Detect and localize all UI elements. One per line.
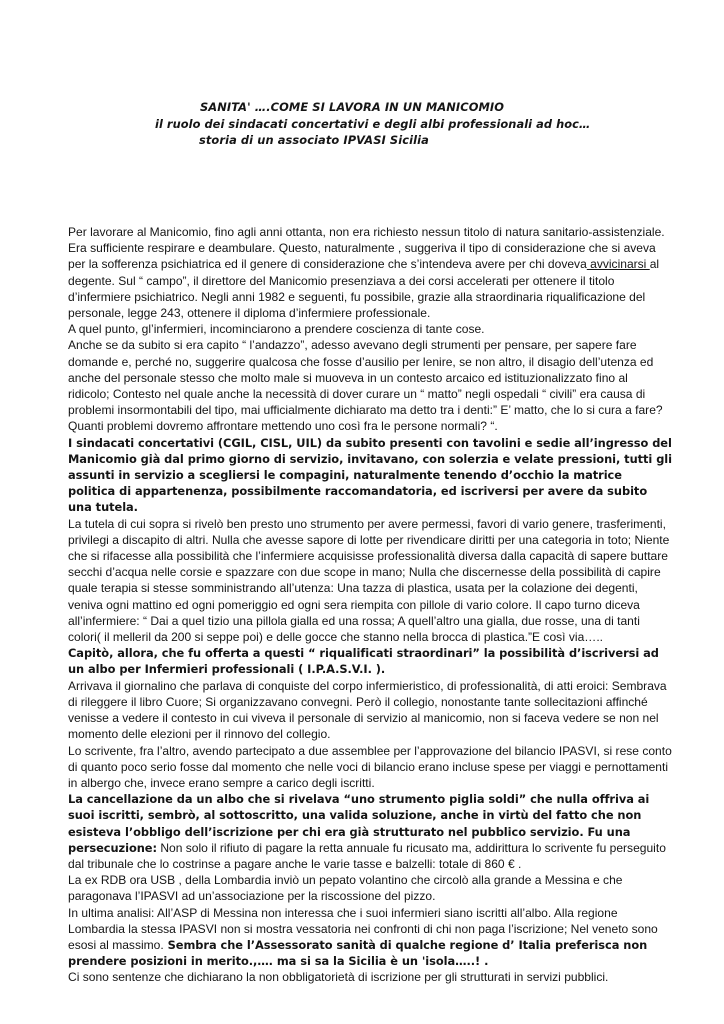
paragraph-10: La ex RDB ora USB , della Lombardia inviò un pepato volantino che circolò alla grande a Messina e che paragonava l’IPASVI ad un’associazione per la riscossione del pizzo. [68, 873, 623, 904]
paragraph-9-text: Non solo il rifiuto di pagare la retta annuale fu ricusato ma, addirittura lo scrivente fu perseguito dal tribunale che lo costrinse a pagare anche le varie tasse e balzelli: totale di 860 € . [68, 840, 666, 871]
paragraph-3: Anche se da subito si era capito “ l’andazzo”, adesso avevano degli strumenti per pensare, per sapere fare domande e, perché no, suggerire qualcosa che fosse d’ausilio per lenire, se non altro, il disagio dell’utenza ed anche del personale stesso che molto male si muoveva in un contesto arcaico ed istituzionalizzato fino al ridicolo; Contesto nel quale anche la necessità di dover curare un “ matto” negli ospedali “ civili” era causa di problemi insormontabili del tipo, mai ufficialmente dichiarato ma detto tra i denti:” E’ matto, che lo si cura a fare? Quanti problemi dovremo affrontare mettendo uno così fra le persone normali? “. [68, 338, 663, 434]
header-title: SANITA' ….COME SI LAVORA IN UN MANICOMIO [200, 100, 505, 114]
paragraph-9-bold: La cancellazione da un albo che si rivelava “uno strumento piglia soldi” che nulla offriva ai suoi iscritti, sembrò, al sottoscritto, una valida soluzione, anche in virtù del fatto che non esisteva l’obbligo dell’iscrizione per chi era già strutturato nel pubblico servizio. Fu una persecuzione: [68, 792, 650, 855]
underlined-word: avvicinarsi [586, 257, 650, 272]
paragraph-2: A quel punto, gl’infermieri, incominciarono a prendere coscienza di tante cose. [68, 322, 485, 337]
header-byline: storia di un associato IPVASI Sicilia [199, 133, 429, 148]
header-subtitle: il ruolo dei sindacati concertativi e degli albi professionali ad hoc… [155, 116, 591, 131]
paragraph-1-text-a: Per lavorare al Manicomio, fino agli anni ottanta, non era richiesto nessun titolo di natura sanitario-assistenziale. Era sufficiente respirare e deambulare. Questo, naturalmente , suggeriva il tipo di considerazione che si aveva per la sofferenza psichiatrica ed il genere di considerazione che s’intendeva avere per chi doveva [68, 225, 665, 272]
paragraph-9 [68, 791, 672, 872]
document-header [0, 99, 724, 149]
paragraph-4-bold: I sindacati concertativi (CGIL, CISL, UIL) da subito presenti con tavolini e sedie all’ingresso del Manicomio già dal primo giorno di servizio, invitavano, con solerzia e velate pressioni, tutti gli assunti in servizio a scegliersi le compagini, naturalmente tenendo d’occhio la matrice politica di appartenenza, possibilmente raccomandatoria, ed iscriversi per avere da subito una tutela. [68, 435, 673, 515]
paragraph-5: La tutela di cui sopra si rivelò ben presto uno strumento per avere permessi, favori di vario genere, trasferimenti, privilegi a discapito di altri. Nulla che avesse sapore di lotte per rivendicare diritti per una categoria in toto; Niente che si rifacesse alla possibilità che l’infermiere acquisisse professionalità diversa dalla capacità di sapere buttare secchi d’acqua nelle corsie e spazzare con due scope in mano; Nulla che discernesse della possibilità di capire quale terapia si stesse somministrando all’utenza: Una tazza di plastica, usata per la colazione dei degenti, veniva ogni mattino ed ogni pomeriggio ed ogni sera riempita con pillole di vario colore. Il capo turno diceva all’infermiere: “ Dai a quel tizio una pillola gialla ed una rossa; A quell’altro una gialla, due rosse, una di tanti colori( il melleril da 200 si seppe poi) e delle gocce che stanno nella brocca di plastica.”E così via….. [68, 516, 670, 645]
paragraph-12: Ci sono sentenze che dichiarano la non obbligatorietà di iscrizione per gli strutturati in servizi pubblici. [68, 970, 609, 985]
paragraph-1 [68, 224, 672, 321]
document-body [68, 224, 672, 986]
paragraph-1-text-b: al degente. Sul “ campo”, il direttore del Manicomio presenziava a dei corsi accelerati per ottenere il titolo d’infermiere psichiatrico. Negli anni 1982 e seguenti, fu possibile, grazie alla straordinaria riqualificazione del personale, legge 243, ottenere il diploma d’infermiere professionale. [68, 257, 660, 321]
paragraph-8: Lo scrivente, fra l’altro, avendo partecipato a due assemblee per l’approvazione del bilancio IPASVI, si rese conto di quanto poco serio fosse dal momento che nelle voci di bilancio erano incluse spese per viaggi e pernottamenti in albergo che, invece erano sempre a carico degli iscritti. [68, 743, 672, 790]
paragraph-11-text: In ultima analisi: All’ASP di Messina non interessa che i suoi infermieri siano iscritti all’albo. Alla regione Lombardia la stessa IPASVI non si mostra vessatoria nei confronti di chi non paga l’iscrizione; Nel veneto sono esosi al massimo. [68, 905, 658, 952]
paragraph-11 [68, 905, 672, 970]
paragraph-6-bold: Capitò, allora, che fu offerta a questi “ riqualificati straordinari” la possibilità d’iscriversi ad un albo per Infermieri professionali ( I.P.A.S.V.I. ). [68, 646, 659, 677]
paragraph-7: Arrivava il giornalino che parlava di conquiste del corpo infermieristico, di professionalità, di atti eroici: Sembrava di rileggere il libro Cuore; Si organizzavano convegni. Però il collegio, nonostante tante sollecitazioni affinché venisse a vedere il contesto in cui viveva il personale di servizio al manicomio, non si faceva vedere se non nel momento delle elezioni per il rinnovo del collegio. [68, 678, 667, 742]
paragraph-11-bold: Sembra che l’Assessorato sanità di qualche regione d’ Italia preferisca non prendere posizioni in merito.,…. ma si sa la Sicilia è un 'isola…..! . [68, 937, 648, 969]
